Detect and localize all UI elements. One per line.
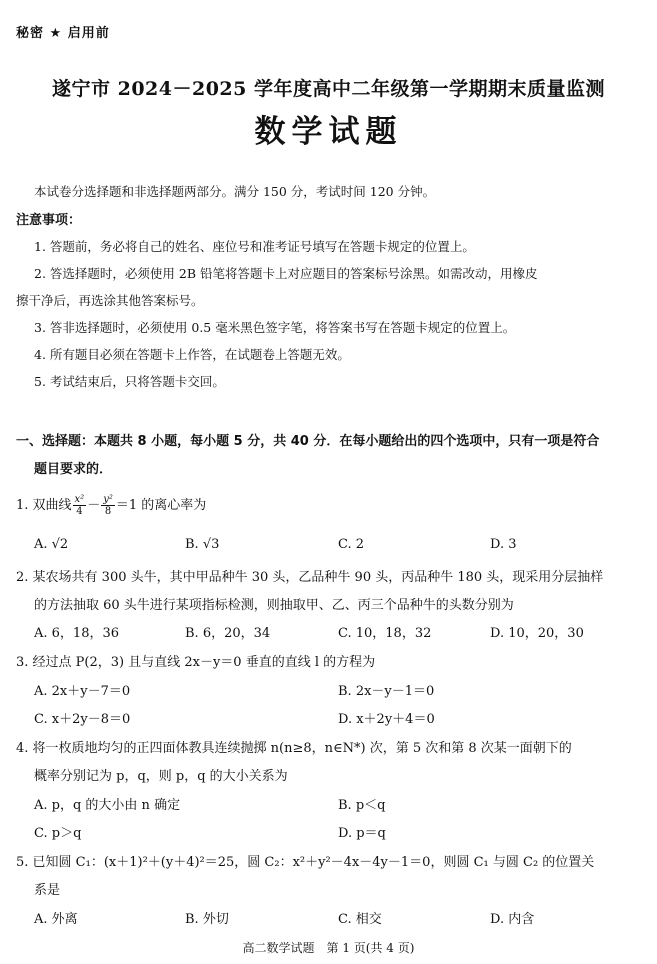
option-d: D. 内含 <box>490 912 535 927</box>
question-2-continued: 的方法抽取 60 头牛进行某项指标检测，则抽取甲、乙、丙三个品种牛的头数分别为 <box>34 598 514 613</box>
notes-heading: 注意事项： <box>16 213 82 228</box>
question-3: 3. 经过点 P(2，3) 且与直线 2x－y＝0 垂直的直线 l 的方程为 <box>16 655 376 670</box>
option-c: C. x＋2y－8＝0 <box>34 712 131 727</box>
option-b: B. 外切 <box>185 912 229 927</box>
note-item: 3. 答非选择题时，必须使用 0.5 毫米黑色签字笔，将答案书写在答题卡规定的位置上。 <box>34 320 516 335</box>
option-a: A. 6，18，36 <box>34 626 120 641</box>
note-item: 2. 答选择题时，必须使用 2B 铅笔将答题卡上对应题目的答案标号涂黑。如需改动，用橡皮 <box>34 266 538 281</box>
question-1-suffix: ＝1 的离心率为 <box>115 498 207 513</box>
option-c: C. p＞q <box>34 826 82 841</box>
fraction-denominator: 8 <box>104 506 112 517</box>
option-a: A. √2 <box>34 537 69 552</box>
intro-text: 本试卷分选择题和非选择题两部分。满分 150 分，考试时间 120 分钟。 <box>34 184 436 199</box>
option-d: D. p＝q <box>338 826 386 841</box>
option-a: A. 外离 <box>34 912 78 927</box>
option-c: C. 2 <box>338 537 365 552</box>
option-a: A. p，q 的大小由 n 确定 <box>34 798 181 813</box>
question-5-continued: 系是 <box>34 883 61 898</box>
fraction <box>101 494 115 517</box>
option-b: B. 6，20，34 <box>185 626 271 641</box>
question-1-prefix: 1. 双曲线 <box>16 498 72 513</box>
confidential-label: 秘密 ★ 启用前 <box>16 26 110 41</box>
option-d: D. x＋2y＋4＝0 <box>338 712 435 727</box>
option-b: B. p＜q <box>338 798 386 813</box>
minus-sign: － <box>87 498 101 513</box>
question-4: 4. 将一枚质地均匀的正四面体教具连续抛掷 n(n≥8，n∈N*) 次，第 5 次和第 8 次某一面朝下的 <box>16 741 572 756</box>
fraction <box>73 494 87 517</box>
option-b: B. √3 <box>185 537 220 552</box>
fraction-denominator: 4 <box>76 506 83 517</box>
question-1 <box>16 494 206 517</box>
option-c: C. 相交 <box>338 912 382 927</box>
option-c: C. 10，18，32 <box>338 626 432 641</box>
note-item-continued: 擦干净后，再选涂其他答案标号。 <box>16 293 204 308</box>
exam-title: 遂宁市 2024－2025 学年度高中二年级第一学期期末质量监测 <box>52 78 605 100</box>
option-d: D. 10，20，30 <box>490 626 584 641</box>
question-4-continued: 概率分别记为 p，q，则 p，q 的大小关系为 <box>34 769 288 784</box>
note-item: 4. 所有题目必须在答题卡上作答，在试题卷上答题无效。 <box>34 347 350 362</box>
page-footer: 高二数学试题 第 1 页(共 4 页) <box>242 941 415 955</box>
question-2: 2. 某农场共有 300 头牛，其中甲品种牛 30 头，乙品种牛 90 头，丙品种牛 180 头，现采用分层抽样 <box>16 570 604 585</box>
section-heading-continued: 题目要求的． <box>34 462 113 477</box>
fraction-numerator: x² <box>74 494 85 505</box>
section-heading: 一、选择题：本题共 8 小题，每小题 5 分，共 40 分．在每小题给出的四个选项中，只有一项是符合 <box>16 434 600 449</box>
option-a: A. 2x＋y－7＝0 <box>34 684 131 699</box>
option-b: B. 2x－y－1＝0 <box>338 684 435 699</box>
question-5: 5. 已知圆 C₁：(x＋1)²＋(y＋4)²＝25，圆 C₂：x²＋y²－4x－4y－1＝0，则圆 C₁ 与圆 C₂ 的位置关 <box>16 855 595 870</box>
fraction-numerator: y² <box>103 494 113 505</box>
note-item: 5. 考试结束后，只将答题卡交回。 <box>34 374 225 389</box>
option-d: D. 3 <box>490 537 517 552</box>
exam-subject-title: 数学试题 <box>254 114 403 150</box>
note-item: 1. 答题前，务必将自己的姓名、座位号和准考证号填写在答题卡规定的位置上。 <box>34 239 475 254</box>
